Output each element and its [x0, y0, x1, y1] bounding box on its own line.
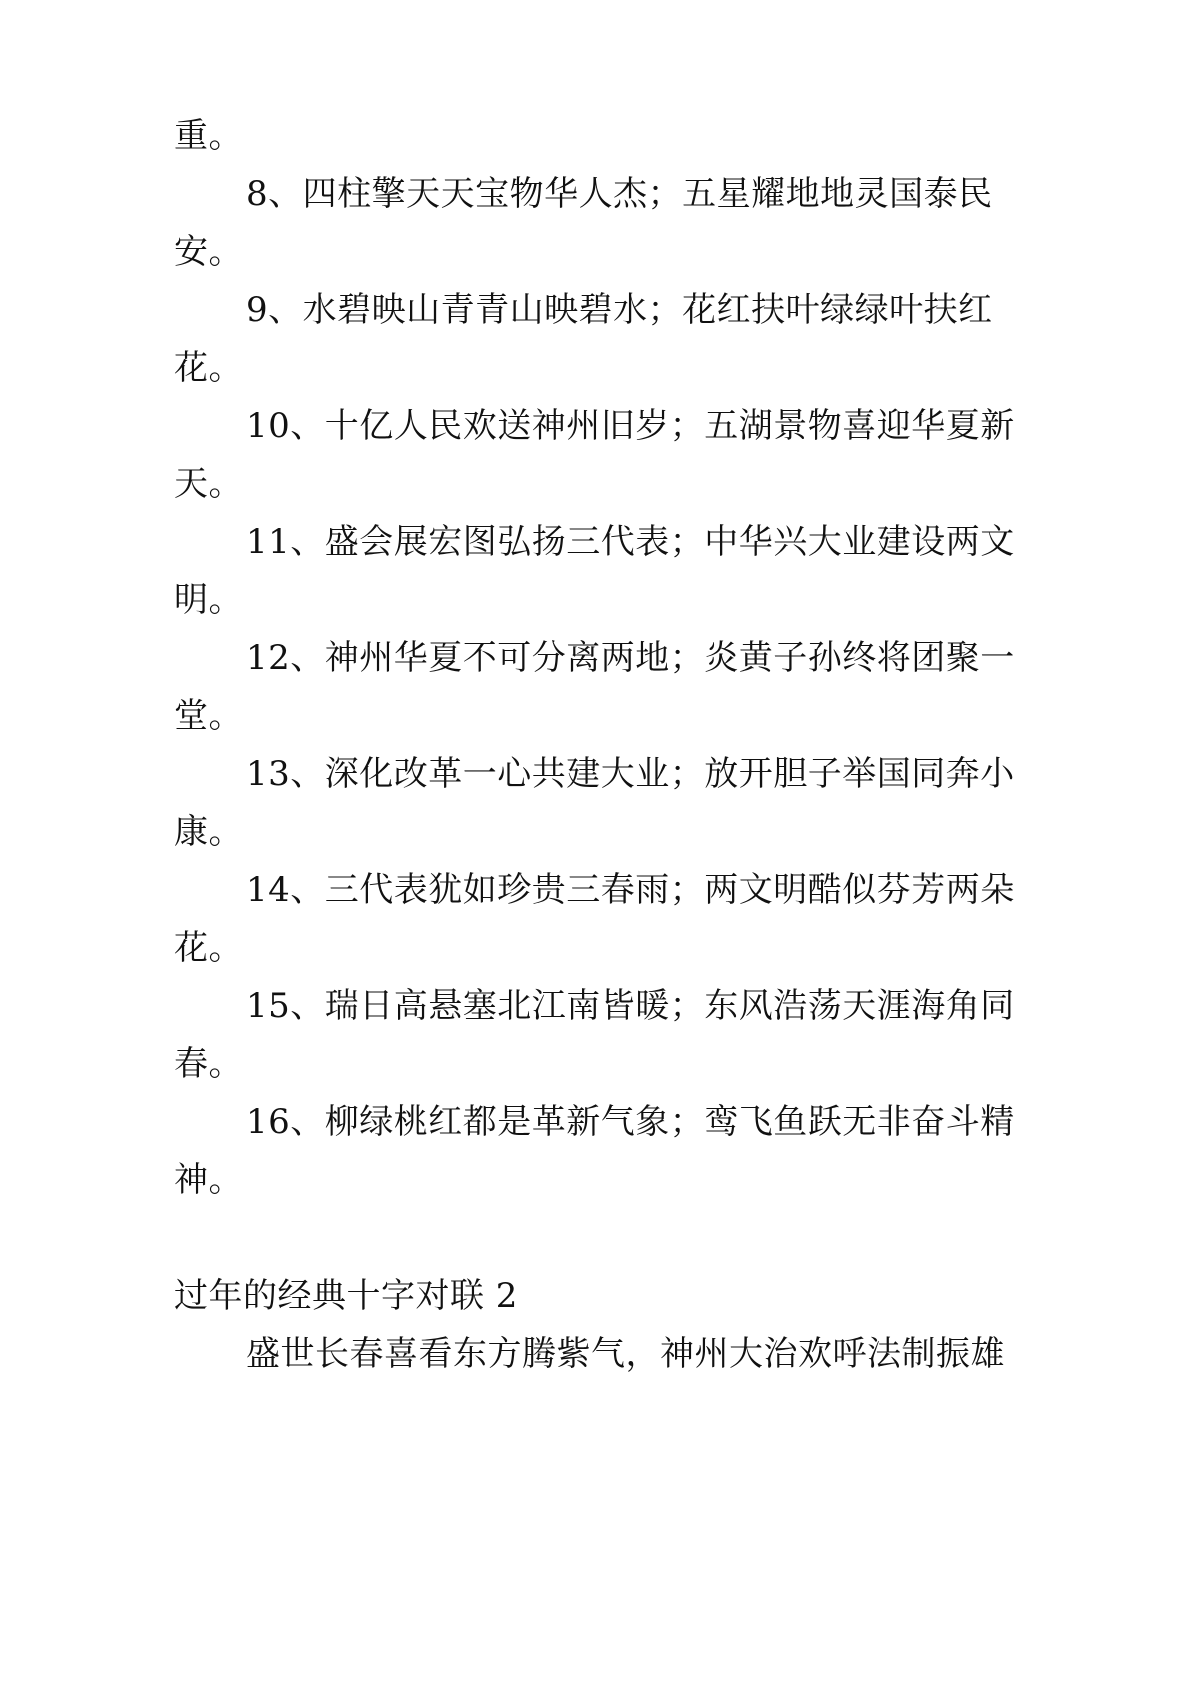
- couplet-16-line-2: 神。: [174, 1160, 243, 1200]
- couplet-8-line-1: 8、四柱擎天天宝物华人杰；五星耀地地灵国泰民: [246, 174, 993, 214]
- couplet-9-line-2: 花。: [174, 348, 243, 388]
- couplet-11-line-1: 11、盛会展宏图弘扬三代表；中华兴大业建设两文: [246, 522, 1015, 562]
- couplet-14-line-1: 14、三代表犹如珍贵三春雨；两文明酷似芬芳两朵: [246, 870, 1015, 910]
- couplet-15-line-2: 春。: [174, 1044, 243, 1084]
- fragment-line: 重。: [174, 116, 243, 156]
- couplet-10-line-1: 10、十亿人民欢送神州旧岁；五湖景物喜迎华夏新: [246, 406, 1015, 446]
- couplet-16-line-1: 16、柳绿桃红都是革新气象；鸾飞鱼跃无非奋斗精: [246, 1102, 1015, 1142]
- couplet-13-line-2: 康。: [174, 812, 243, 852]
- couplet-13-line-1: 13、深化改革一心共建大业；放开胆子举国同奔小: [246, 754, 1015, 794]
- couplet-12-line-2: 堂。: [174, 696, 243, 736]
- couplet-12-line-1: 12、神州华夏不可分离两地；炎黄子孙终将团聚一: [246, 638, 1015, 678]
- section-first-line: 盛世长春喜看东方腾紫气，神州大治欢呼法制振雄: [246, 1334, 1005, 1374]
- couplet-9-line-1: 9、水碧映山青青山映碧水；花红扶叶绿绿叶扶红: [246, 290, 993, 330]
- couplet-15-line-1: 15、瑞日高悬塞北江南皆暖；东风浩荡天涯海角同: [246, 986, 1015, 1026]
- couplet-14-line-2: 花。: [174, 928, 243, 968]
- couplet-11-line-2: 明。: [174, 580, 243, 620]
- couplet-10-line-2: 天。: [174, 464, 243, 504]
- couplet-8-line-2: 安。: [174, 232, 243, 272]
- section-heading: 过年的经典十字对联 2: [174, 1276, 518, 1316]
